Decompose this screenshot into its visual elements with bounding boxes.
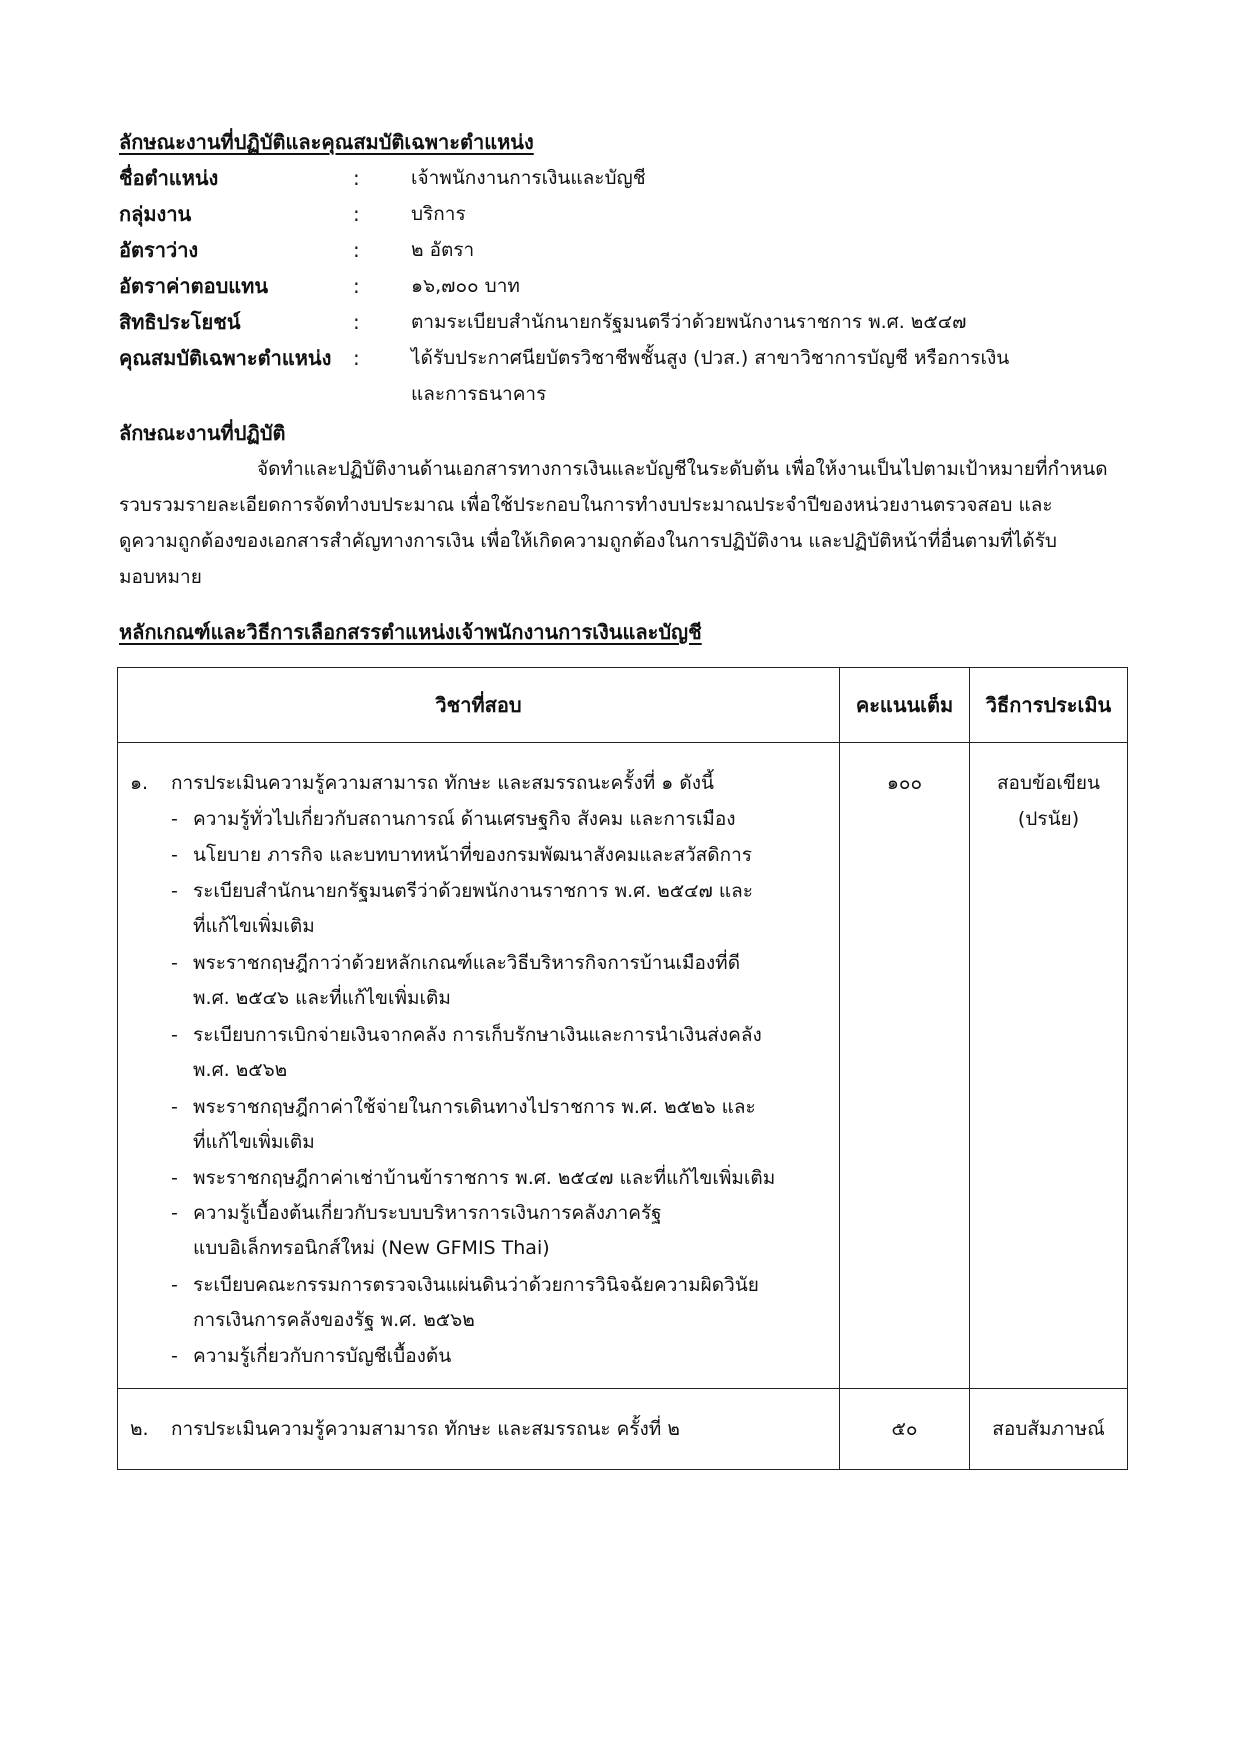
duties-line: มอบหมาย — [119, 566, 202, 588]
table-row — [118, 1389, 1128, 1470]
score-value: ๕๐ — [891, 1418, 918, 1440]
row-number: ๒. — [130, 1418, 149, 1440]
info-value: ได้รับประกาศนียบัตรวิชาชีพชั้นสูง (ปวส.) สาขาวิชาการบัญชี หรือการเงิน — [411, 347, 1010, 369]
score-value: ๑๐๐ — [886, 772, 923, 794]
info-colon: : — [353, 238, 360, 262]
duties-line: ดูความถูกต้องของเอกสารสำคัญทางการเงิน เพื่อให้เกิดความถูกต้องในการปฏิบัติงาน และปฏิบัติหน้าที่อื่นตามที่ได้รับ — [119, 530, 1057, 552]
bullet: - — [171, 1024, 178, 1046]
list-item: พ.ศ. ๒๕๖๒ — [193, 1059, 288, 1081]
bullet: - — [171, 1274, 178, 1296]
list-item: ความรู้เกี่ยวกับการบัญชีเบื้องต้น — [193, 1345, 452, 1367]
duties-paragraph — [119, 451, 1124, 595]
header-score: คะแนนเต็ม — [840, 668, 970, 743]
info-value-continued: และการธนาคาร — [411, 383, 547, 405]
info-label: กลุ่มงาน — [119, 202, 192, 226]
info-label: ชื่อตำแหน่ง — [119, 166, 219, 190]
info-label: อัตราว่าง — [119, 238, 199, 262]
bullet: - — [171, 952, 178, 974]
method-value: สอบข้อเขียน — [996, 772, 1101, 794]
subject-cell — [118, 743, 840, 1389]
info-value: ๒ อัตรา — [411, 239, 475, 261]
list-item: ระเบียบการเบิกจ่ายเงินจากคลัง การเก็บรักษาเงินและการนำเงินส่งคลัง — [193, 1024, 762, 1046]
list-item: ที่แก้ไขเพิ่มเติม — [193, 915, 315, 937]
table-row — [118, 743, 1128, 1389]
bullet: - — [171, 844, 178, 866]
info-colon: : — [353, 274, 360, 298]
bullet: - — [171, 1202, 178, 1224]
list-item: ระเบียบสำนักนายกรัฐมนตรีว่าด้วยพนักงานราชการ พ.ศ. ๒๕๔๗ และ — [193, 880, 753, 902]
list-item: พระราชกฤษฎีกาค่าเช่าบ้านข้าราชการ พ.ศ. ๒๕๔๗ และที่แก้ไขเพิ่มเติม — [193, 1167, 776, 1189]
info-colon: : — [353, 202, 360, 226]
selection-heading: หลักเกณฑ์และวิธีการเลือกสรรตำแหน่งเจ้าพนักงานการเงินและบัญชี — [119, 620, 702, 644]
method-sub: (ปรนัย) — [1017, 808, 1080, 830]
info-label: สิทธิประโยชน์ — [119, 310, 241, 334]
section-heading: ลักษณะงานที่ปฏิบัติและคุณสมบัติเฉพาะตำแหน่ง — [119, 130, 534, 154]
info-label: อัตราค่าตอบแทน — [119, 274, 269, 298]
row-title: การประเมินความรู้ความสามารถ ทักษะ และสมรรถนะครั้งที่ ๑ ดังนี้ — [171, 772, 714, 794]
list-item: ที่แก้ไขเพิ่มเติม — [193, 1131, 315, 1153]
bullet: - — [171, 808, 178, 830]
info-value: ๑๖,๗๐๐ บาท — [411, 275, 520, 297]
bullet: - — [171, 1096, 178, 1118]
info-colon: : — [353, 166, 360, 190]
method-value: สอบสัมภาษณ์ — [992, 1418, 1105, 1440]
duties-line: จัดทำและปฏิบัติงานด้านเอกสารทางการเงินและบัญชีในระดับต้น เพื่อให้งานเป็นไปตามเป้าหมายที่กำหนด — [257, 458, 1108, 480]
info-value: ตามระเบียบสำนักนายกรัฐมนตรีว่าด้วยพนักงานราชการ พ.ศ. ๒๕๔๗ — [411, 311, 967, 333]
list-item: พระราชกฤษฎีกาว่าด้วยหลักเกณฑ์และวิธีบริหารกิจการบ้านเมืองที่ดี — [193, 952, 741, 974]
info-label: คุณสมบัติเฉพาะตำแหน่ง — [119, 346, 332, 370]
bullet: - — [171, 1345, 178, 1367]
list-item: แบบอิเล็กทรอนิกส์ใหม่ (New GFMIS Thai) — [193, 1237, 550, 1259]
row-number: ๑. — [130, 772, 149, 794]
method-cell — [970, 743, 1128, 1389]
selection-table — [117, 667, 1128, 1470]
method-cell — [970, 1389, 1128, 1470]
list-item: การเงินการคลังของรัฐ พ.ศ. ๒๕๖๒ — [193, 1309, 475, 1331]
list-item: พ.ศ. ๒๕๔๖ และที่แก้ไขเพิ่มเติม — [193, 987, 451, 1009]
info-value: บริการ — [411, 203, 466, 225]
score-cell — [840, 743, 970, 1389]
list-item: นโยบาย ภารกิจ และบทบาทหน้าที่ของกรมพัฒนาสังคมและสวัสดิการ — [193, 844, 752, 866]
list-item: ระเบียบคณะกรรมการตรวจเงินแผ่นดินว่าด้วยการวินิจฉัยความผิดวินัย — [193, 1274, 759, 1296]
header-method: วิธีการประเมิน — [970, 668, 1128, 743]
info-value: เจ้าพนักงานการเงินและบัญชี — [411, 167, 646, 189]
bullet: - — [171, 1167, 178, 1189]
bullet: - — [171, 880, 178, 902]
table-header-row — [118, 668, 1128, 743]
info-colon: : — [353, 346, 360, 370]
header-subject: วิชาที่สอบ — [118, 668, 840, 743]
list-item: ความรู้เบื้องต้นเกี่ยวกับระบบบริหารการเงินการคลังภาครัฐ — [193, 1202, 662, 1224]
subject-cell — [118, 1389, 840, 1470]
score-cell — [840, 1389, 970, 1470]
duties-heading: ลักษณะงานที่ปฏิบัติ — [119, 421, 286, 445]
duties-line: รวบรวมรายละเอียดการจัดทำงบประมาณ เพื่อใช้ประกอบในการทำงบประมาณประจำปีของหน่วยงานตรวจสอบ และ — [119, 494, 1053, 516]
list-item: ความรู้ทั่วไปเกี่ยวกับสถานการณ์ ด้านเศรษฐกิจ สังคม และการเมือง — [193, 808, 736, 830]
row-title: การประเมินความรู้ความสามารถ ทักษะ และสมรรถนะ ครั้งที่ ๒ — [171, 1418, 680, 1440]
info-colon: : — [353, 310, 360, 334]
list-item: พระราชกฤษฎีกาค่าใช้จ่ายในการเดินทางไปราชการ พ.ศ. ๒๕๒๖ และ — [193, 1096, 756, 1118]
